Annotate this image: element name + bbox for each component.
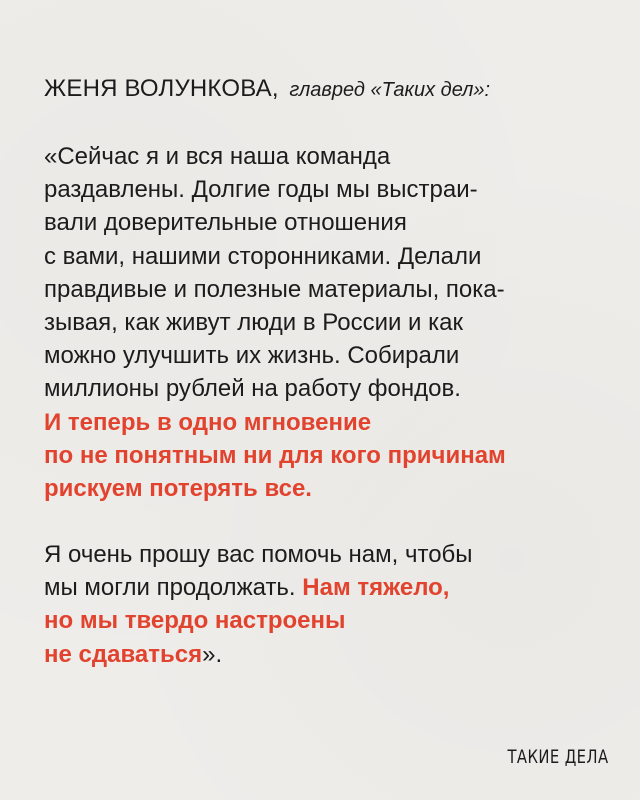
closing-accent-line: но мы твердо настроены bbox=[44, 607, 346, 635]
author-role: главред «Таких дел»: bbox=[289, 79, 491, 101]
closing-text: ». bbox=[202, 640, 223, 668]
quote-accent-line: И теперь в одно мгновение bbox=[44, 408, 372, 436]
quote-paragraph bbox=[44, 140, 604, 505]
quote-line: зывая, как живут люди в России и как bbox=[44, 309, 464, 337]
quote-line: вали доверительные отношения bbox=[44, 209, 407, 237]
quote-line: «Сейчас я и вся наша команда bbox=[44, 143, 391, 170]
author-name: ЖЕНЯ ВОЛУНКОВА, bbox=[44, 75, 279, 102]
brand-logo: ТАКИЕ ДЕЛА bbox=[507, 746, 608, 768]
closing-paragraph bbox=[44, 538, 604, 671]
closing-line bbox=[44, 638, 604, 671]
closing-line bbox=[44, 571, 604, 604]
closing-accent-text: не сдаваться bbox=[44, 640, 203, 668]
closing-line: Я очень прошу вас помочь нам, чтобы bbox=[44, 541, 473, 568]
quote-line: правдивые и полезные материалы, пока- bbox=[44, 275, 505, 303]
quote-line: с вами, нашими сторонниками. Делали bbox=[44, 242, 482, 270]
quote-accent-line: по не понятным ни для кого причинам bbox=[44, 441, 506, 469]
author-heading bbox=[44, 74, 604, 105]
quote-line: можно улучшить их жизнь. Собирали bbox=[44, 342, 460, 370]
quote-line: миллионы рублей на работу фондов. bbox=[44, 375, 461, 403]
quote-accent-line: рискуем потерять все. bbox=[44, 475, 312, 503]
closing-text: мы могли продолжать. bbox=[44, 574, 303, 602]
quote-line: раздавлены. Долгие годы мы выстраи- bbox=[44, 176, 478, 204]
closing-accent-text: Нам тяжело, bbox=[302, 574, 450, 602]
